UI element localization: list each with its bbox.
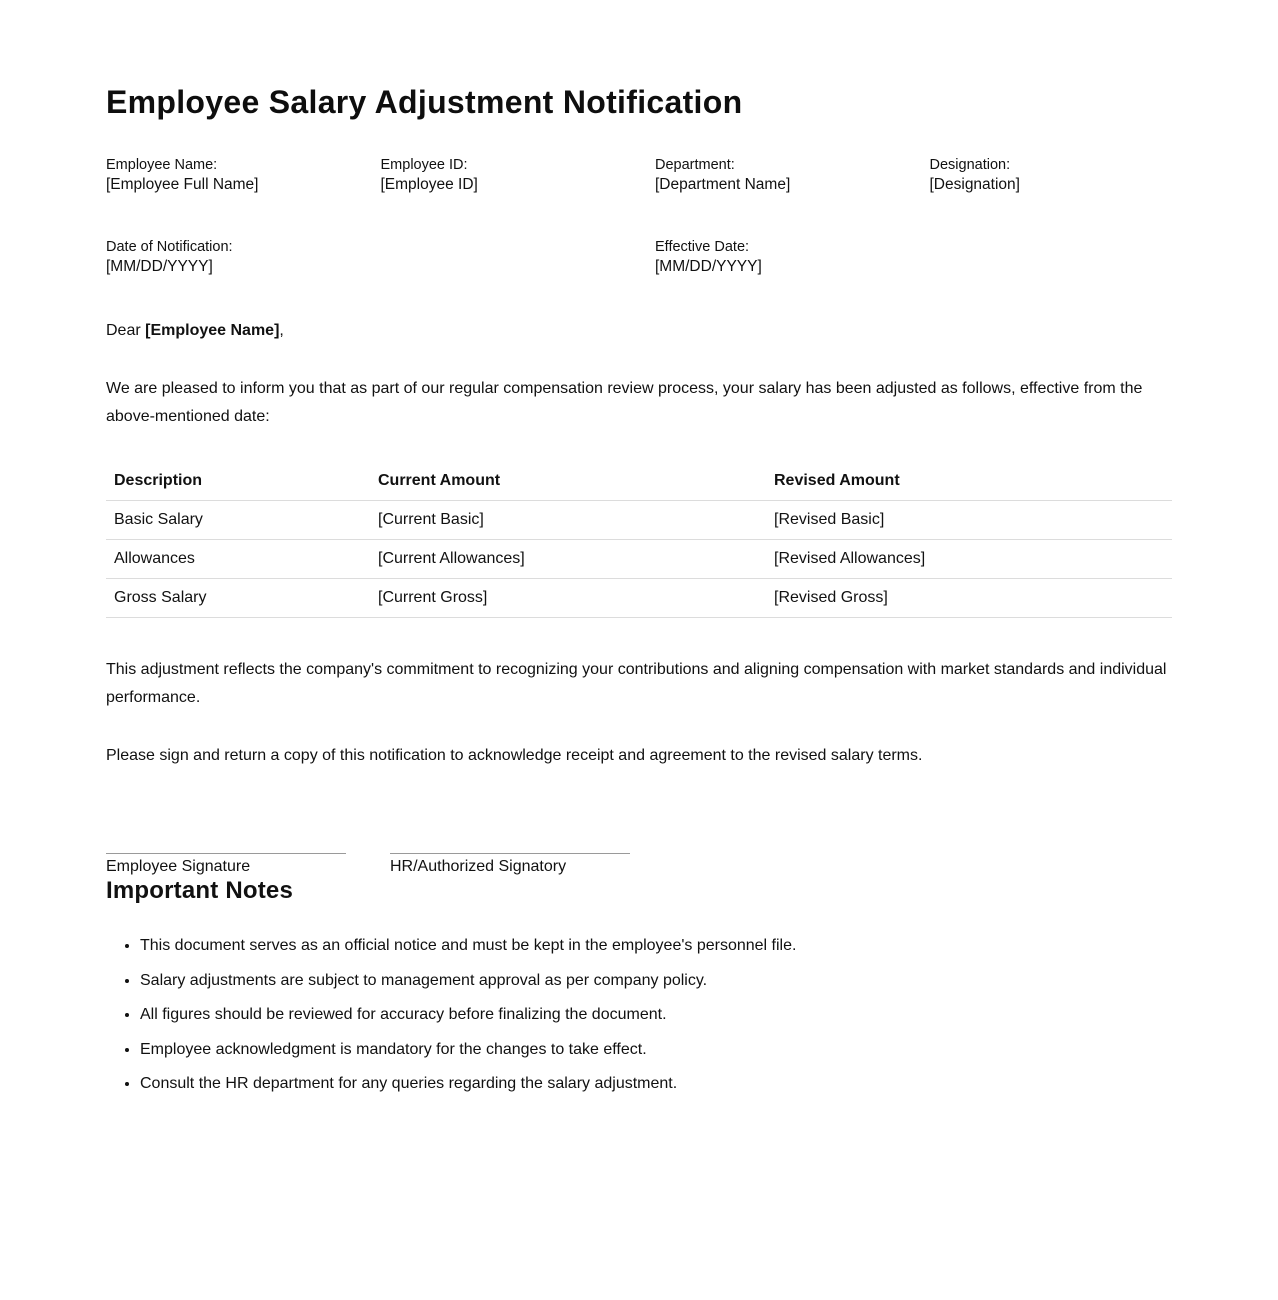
cell-current: [Current Basic] bbox=[370, 501, 766, 540]
notes-title: Important Notes bbox=[106, 877, 294, 904]
designation-field bbox=[930, 155, 1173, 195]
department-label: Department: bbox=[655, 157, 735, 173]
department-value: [Department Name] bbox=[655, 176, 791, 193]
employee-id-value: [Employee ID] bbox=[380, 176, 478, 193]
designation-value: [Designation] bbox=[929, 176, 1020, 193]
sign-request-paragraph: Please sign and return a copy of this notification to acknowledge receipt and agreement to the revised salary terms. bbox=[106, 747, 923, 764]
cell-description: Allowances bbox=[106, 540, 370, 579]
list-item: • Employee acknowledgment is mandatory for the changes to take effect. bbox=[140, 1040, 1172, 1060]
dates-info-row bbox=[106, 237, 1172, 277]
salutation bbox=[106, 317, 1172, 345]
signature-block bbox=[106, 853, 1172, 877]
effective-date-label: Effective Date: bbox=[655, 239, 750, 255]
document-title: Employee Salary Adjustment Notification bbox=[106, 84, 743, 120]
document-page bbox=[106, 0, 1172, 1094]
info-spacer bbox=[381, 237, 656, 277]
salary-table bbox=[106, 461, 1172, 618]
employee-id-label: Employee ID: bbox=[380, 157, 468, 173]
closing-paragraph: This adjustment reflects the company's commitment to recognizing your contributions and aligning compensation with market standards and individual performance. bbox=[106, 661, 1167, 706]
cell-revised: [Revised Gross] bbox=[766, 579, 1172, 618]
department-field bbox=[655, 155, 930, 195]
salutation-text: Dear bbox=[106, 322, 141, 339]
cell-description: Basic Salary bbox=[106, 501, 370, 540]
table-row bbox=[106, 540, 1172, 579]
notes-list bbox=[106, 936, 1172, 1094]
cell-current: [Current Gross] bbox=[370, 579, 766, 618]
employee-name-value: [Employee Full Name] bbox=[106, 176, 259, 193]
cell-revised: [Revised Basic] bbox=[766, 501, 1172, 540]
list-item: • This document serves as an official notice and must be kept in the employee's personnel file. bbox=[140, 936, 1172, 956]
header-description: Description bbox=[106, 461, 370, 501]
employee-id-field bbox=[381, 155, 656, 195]
list-item: • Consult the HR department for any queries regarding the salary adjustment. bbox=[140, 1074, 1172, 1094]
effective-date-field bbox=[655, 237, 930, 277]
employee-info-row bbox=[106, 155, 1172, 195]
table-header-row bbox=[106, 461, 1172, 501]
table-row bbox=[106, 501, 1172, 540]
employee-name-field bbox=[106, 155, 381, 195]
salutation-name: [Employee Name] bbox=[145, 322, 280, 339]
intro-paragraph: We are pleased to inform you that as part of our regular compensation review process, your salary has been adjusted as follows, effective from the above-mentioned date: bbox=[106, 380, 1143, 425]
table-row bbox=[106, 579, 1172, 618]
cell-revised: [Revised Allowances] bbox=[766, 540, 1172, 579]
cell-description: Gross Salary bbox=[106, 579, 370, 618]
employee-name-label: Employee Name: bbox=[106, 157, 218, 173]
hr-signature-line: HR/Authorized Signatory bbox=[390, 853, 630, 877]
notification-date-field bbox=[106, 237, 381, 277]
cell-current: [Current Allowances] bbox=[370, 540, 766, 579]
effective-date-value: [MM/DD/YYYY] bbox=[655, 258, 762, 275]
list-item: • All figures should be reviewed for accuracy before finalizing the document. bbox=[140, 1005, 1172, 1025]
salutation-comma: , bbox=[279, 322, 284, 339]
list-item: • Salary adjustments are subject to management approval as per company policy. bbox=[140, 971, 1172, 991]
employee-signature-line: Employee Signature bbox=[106, 853, 346, 877]
designation-label: Designation: bbox=[929, 157, 1011, 173]
notification-date-value: [MM/DD/YYYY] bbox=[106, 258, 213, 275]
notification-date-label: Date of Notification: bbox=[106, 239, 233, 255]
header-revised-amount: Revised Amount bbox=[766, 461, 1172, 501]
header-current-amount: Current Amount bbox=[370, 461, 766, 501]
info-spacer bbox=[930, 237, 1173, 277]
